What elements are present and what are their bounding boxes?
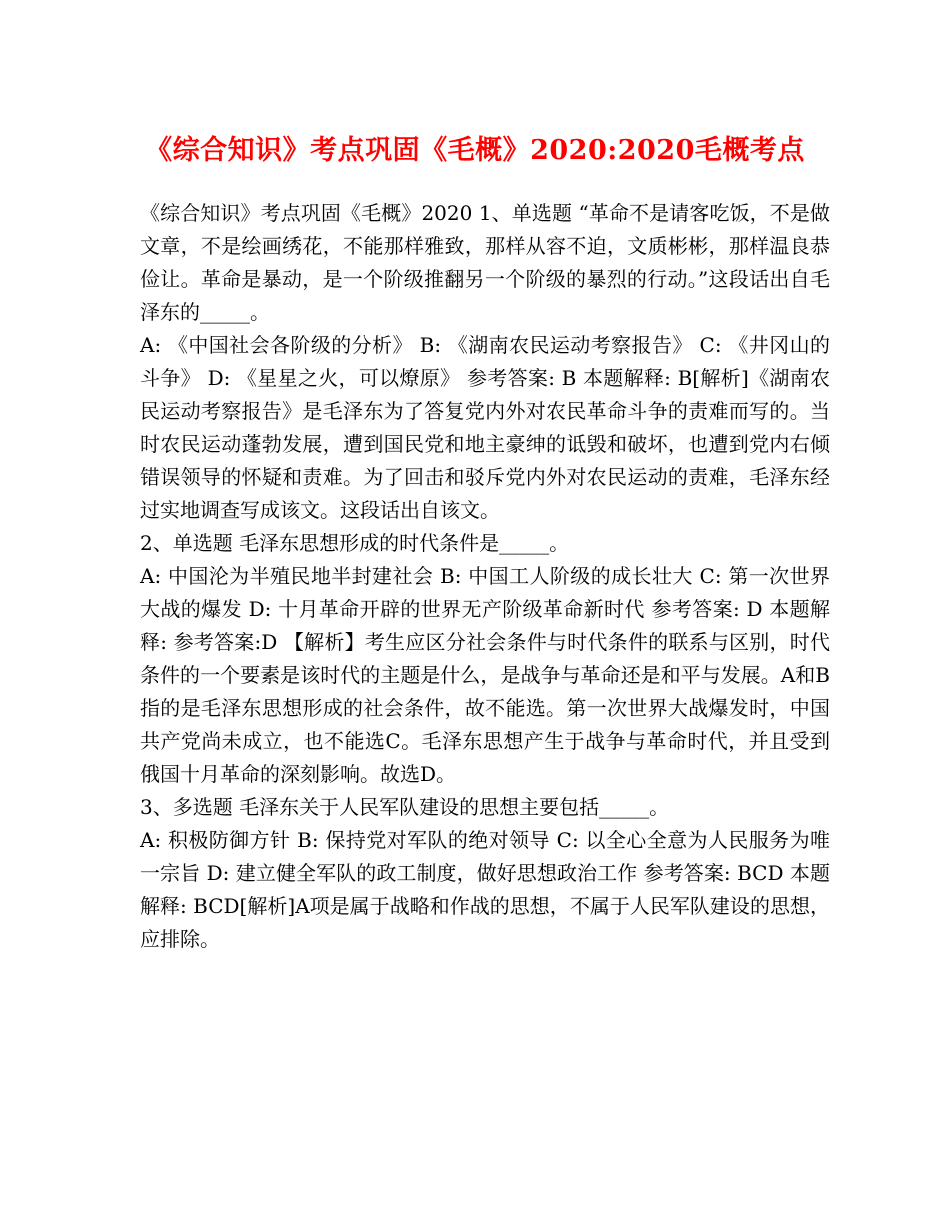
paragraph-q3-stem: 3、多选题 毛泽东关于人民军队建设的思想主要包括_____。 — [140, 795, 670, 819]
paragraph-q2-options-answer: A: 中国沦为半殖民地半封建社会 B: 中国工人阶级的成长壮大 C: 第一次世界大战的爆发 D: 十月革命开辟的世界无产阶级革命新时代 参考答案: D 本题解释: 参考答案:D 【解析】考生应区分社会条件与时代条件的联系与区别，时代条件的一个要素是该时代的主题是什么，是战争与革命还是和平与发展。A和B指的是毛泽东思想形成的社会条件，故不能选。第一次世界大战爆发时，中国共产党尚未成立，也不能选C。毛泽东思想产生于战争与革命时代，并且受到俄国十月革命的深刻影响。故选D。 — [140, 564, 830, 786]
document-title: 《综合知识》考点巩固《毛概》2020:2020毛概考点 — [145, 135, 805, 166]
paragraph-q1-options-answer: A: 《中国社会各阶级的分析》 B: 《湖南农民运动考察报告》 C: 《井冈山的斗争》 D: 《星星之火，可以燎原》 参考答案: B 本题解释: B[解析]《湖南农民运动考察报告》是毛泽东为了答复党内外对农民革命斗争的责难而写的。当时农民运动蓬勃发展，遭到国民党和地主豪绅的诋毁和破坏，也遭到党内右倾错误领导的怀疑和责难。为了回击和驳斥党内外对农民运动的责难，毛泽东经过实地调查写成该文。这段话出自该文。 — [140, 333, 830, 522]
paragraph-q2-stem: 2、单选题 毛泽东思想形成的时代条件是_____。 — [140, 531, 570, 555]
paragraph-q3-options-answer: A: 积极防御方针 B: 保持党对军队的绝对领导 C: 以全心全意为人民服务为唯一宗旨 D: 建立健全军队的政工制度，做好思想政治工作 参考答案: BCD 本题解释: BCD[解析]A项是属于战略和作战的思想，不属于人民军队建设的思想，应排除。 — [140, 828, 830, 951]
document-body — [140, 197, 830, 956]
paragraph-q1-stem: 《综合知识》考点巩固《毛概》2020 1、单选题 “革命不是请客吃饭，不是做文章，不是绘画绣花，不能那样雅致，那样从容不迫，文质彬彬，那样温良恭俭让。革命是暴动，是一个阶级推翻另一个阶级的暴烈的行动。”这段话出自毛泽东的_____。 — [140, 201, 830, 324]
